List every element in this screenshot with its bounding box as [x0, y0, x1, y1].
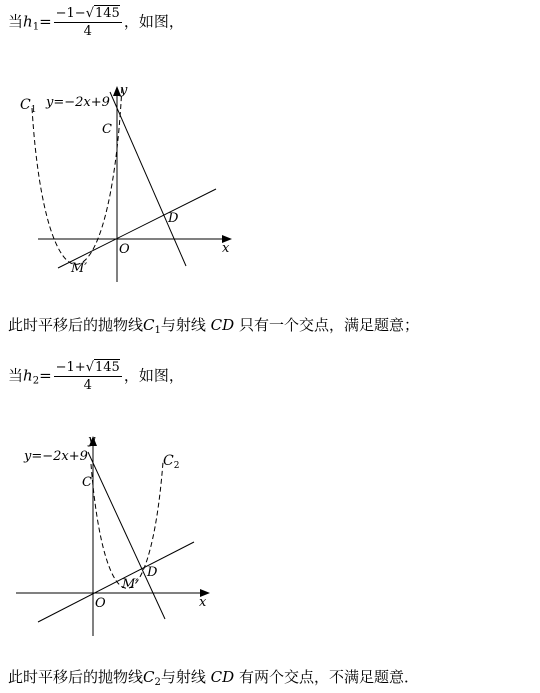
fig1-line-cd — [110, 92, 186, 266]
case2-num-left: −1+ — [55, 360, 86, 375]
case1-num-left: −1− — [55, 6, 86, 21]
text1-ray: CD — [210, 316, 235, 334]
case1-num-sqrt: 145 — [95, 6, 120, 21]
case1-den: 4 — [83, 24, 92, 39]
text1-b: 与射线 — [160, 316, 206, 334]
fig1-point-c-label: C — [102, 122, 112, 137]
fig2-x-label: x — [199, 595, 207, 610]
fig1-parabola — [32, 86, 122, 264]
fig1-y-label: y — [120, 83, 128, 98]
figure-2 — [15, 430, 215, 640]
figure-1 — [15, 78, 275, 288]
case2-den: 4 — [83, 378, 92, 393]
fig1-point-d-label: D — [168, 211, 179, 226]
fig2-origin-label: O — [95, 596, 106, 611]
fig2-point-m-label: M′ — [122, 577, 139, 592]
fig2-y-label: y — [88, 433, 96, 448]
case1-sub: 1 — [32, 21, 40, 33]
text2-b: 与射线 — [160, 668, 206, 686]
case2-num-sqrt: 145 — [95, 360, 120, 375]
text1-curve: C — [143, 316, 155, 334]
fig1-curve-label: $C_1$ — [20, 97, 37, 115]
text2-ray: CD — [210, 668, 235, 686]
case2-suffix: ，如图， — [123, 366, 184, 385]
text2-curve: C — [143, 668, 155, 686]
case1-prefix: 当 — [8, 12, 24, 31]
text2-c: 有两个交点，不满足题意． — [238, 668, 419, 686]
case2-eq: = — [39, 366, 52, 385]
fig1-line-label: y=−2x+9 — [46, 95, 110, 110]
text1-a: 此时平移后的抛物线 — [8, 316, 144, 334]
case2-prefix: 当 — [8, 366, 24, 385]
text2-a: 此时平移后的抛物线 — [8, 668, 144, 686]
text1-line — [8, 314, 419, 336]
fig2-point-c-label: C — [82, 475, 92, 490]
text2-line — [8, 666, 419, 688]
fig2-line-label: y=−2x+9 — [24, 449, 88, 464]
case2-var: h — [23, 366, 33, 385]
case1-fraction — [54, 6, 122, 39]
case2-sub: 2 — [32, 375, 40, 387]
text1-c: 只有一个交点，满足题意； — [238, 316, 419, 334]
case2-line — [8, 360, 184, 393]
text1-curve-sub: 1 — [154, 325, 161, 336]
text2-curve-sub: 2 — [154, 677, 161, 688]
case1-line — [8, 6, 184, 39]
case1-suffix: ，如图， — [123, 12, 184, 31]
fig1-x-label: x — [222, 241, 230, 256]
case2-fraction — [54, 360, 122, 393]
fig2-line-om — [38, 542, 194, 622]
sqrt-icon: √ — [85, 6, 94, 21]
case1-eq: = — [39, 12, 52, 31]
sqrt-icon: √ — [85, 360, 94, 375]
fig1-point-m-label: M′ — [71, 261, 88, 276]
case1-var: h — [23, 12, 33, 31]
fig1-origin-label: O — [119, 242, 130, 257]
fig2-point-d-label: D — [147, 565, 158, 580]
fig1-line-om — [58, 189, 216, 268]
fig2-curve-label: $C_2$ — [163, 453, 180, 471]
